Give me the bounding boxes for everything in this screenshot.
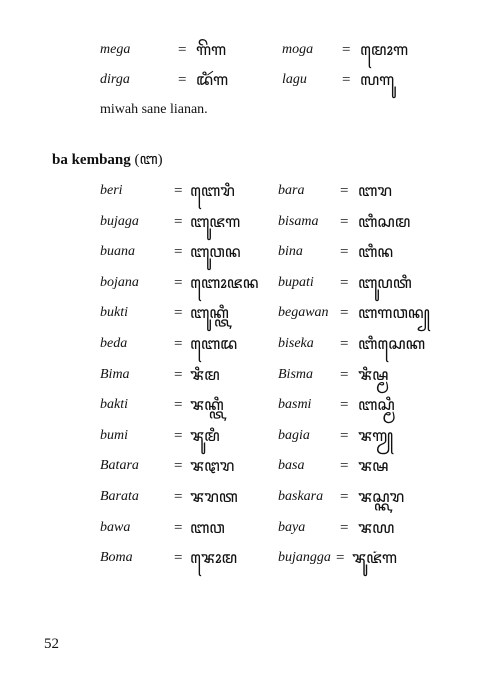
equals-sign: = [174,489,183,505]
equals-sign: = [178,72,187,88]
word-row [0,272,496,305]
equals-sign: = [336,550,345,567]
left-word: Boma [100,550,133,566]
equals-sign: = [342,42,351,58]
left-script: ꦢꦶꦂꦒ [196,70,229,89]
left-script: ꦨꦏ꧀ꦠꦶ [190,395,224,415]
word-row [0,425,496,458]
word-row [0,336,496,366]
left-script: ꦨꦸꦩꦶ [190,425,220,445]
equals-sign: = [340,183,349,199]
right-word: bara [278,183,305,198]
right-script: ꦨꦰ [358,456,389,476]
left-word: mega [100,42,131,57]
word-row [0,458,496,488]
right-script: ꦭꦒꦸ [360,70,395,89]
page-number: 52 [44,636,59,652]
intro-note: miwah sane lianan. [100,102,208,117]
left-word: dirga [100,72,130,87]
right-word: begawan [278,305,329,321]
equals-sign: = [340,274,349,291]
equals-sign: = [340,519,349,536]
right-word: bagia [278,427,310,443]
right-script: ꦧꦱ꧀ꦩꦶ [358,395,395,415]
heading-close-paren: ) [157,152,163,168]
equals-sign: = [174,366,183,383]
word-row [0,244,496,274]
right-script: ꦨꦱ꧀ꦏꦫ [358,487,405,506]
word-row [0,550,496,580]
left-script: ꦨꦛꦫ [190,456,235,476]
left-script: ꦧꦸꦗꦒ [190,211,241,231]
equals-sign: = [174,305,183,322]
left-word: bawa [100,519,131,535]
equals-sign: = [340,336,349,352]
right-word: bina [278,244,303,260]
right-script: ꦧꦒꦮꦤ꧀ [358,303,430,323]
word-row [0,305,496,335]
word-row [0,397,496,427]
right-word: basa [278,458,305,474]
equals-sign: = [174,397,183,414]
equals-sign: = [340,397,349,414]
equals-sign: = [174,550,183,567]
equals-sign: = [174,427,183,444]
right-script: ꦩꦺꦴꦒ [360,40,408,59]
equals-sign: = [340,366,349,383]
left-script: ꦧꦺꦫꦶ [190,181,235,200]
equals-sign: = [178,42,187,58]
left-script: ꦒꦼꦒ [196,40,227,59]
right-script: ꦧꦫ [358,181,392,200]
left-word: Batara [100,458,139,474]
left-word: bojana [100,274,139,290]
left-word: bakti [100,397,128,413]
equals-sign: = [340,244,349,261]
equals-sign: = [174,183,183,199]
equals-sign: = [340,427,349,444]
right-script: ꦨꦸꦗꦁꦒ [352,548,397,568]
left-script: ꦧꦺꦴꦗꦤ [190,272,259,292]
intro-row [0,42,496,72]
word-row [0,211,496,244]
right-script: ꦧꦸꦥꦠꦶ [358,272,412,292]
equals-sign: = [174,519,183,536]
right-word: bupati [278,274,314,290]
left-word: beda [100,336,128,351]
heading-letter: ꦧ [139,150,158,168]
equals-sign: = [174,213,183,230]
word-row [0,517,496,550]
right-word: baya [278,519,306,535]
right-word: biseka [278,336,314,351]
left-script: ꦧꦮ [190,517,225,537]
left-script: ꦨꦶꦩ [190,364,220,384]
equals-sign: = [340,305,349,322]
left-word: buana [100,244,135,260]
word-row [0,364,496,397]
equals-sign: = [340,489,349,505]
left-script: ꦧꦸꦏ꧀ꦠꦶ [190,303,229,323]
word-row [0,489,496,519]
right-script: ꦧꦶꦱꦺꦏ [358,334,426,353]
section-heading-text: ba kembang [52,152,131,168]
left-script: ꦧꦸꦮꦤ [190,242,241,262]
right-script: ꦧꦶꦱꦩ [358,211,411,231]
equals-sign: = [174,458,183,475]
right-script: ꦨꦶꦰ꧀ꦩ [358,364,389,384]
equals-sign: = [342,72,351,88]
left-word: bumi [100,427,128,443]
equals-sign: = [174,244,183,261]
right-script: ꦨꦒꦾ [358,425,394,445]
left-script: ꦨꦺꦴꦩ [190,548,238,568]
right-script: ꦨꦪ [358,517,395,537]
left-script: ꦧꦺꦢ [190,334,238,353]
right-word: baskara [278,489,324,504]
equals-sign: = [174,274,183,291]
left-word: Barata [100,489,139,504]
left-script: ꦨꦫꦠ [190,487,238,506]
right-word: basmi [278,397,312,413]
left-word: Bima [100,366,130,382]
left-word: bukti [100,305,128,321]
right-word: moga [282,42,314,57]
right-script: ꦧꦶꦤ [358,242,394,262]
word-row [0,183,496,213]
section-heading [52,150,163,169]
left-word: beri [100,183,123,198]
right-word: Bisma [278,366,313,382]
right-word: lagu [282,72,307,87]
right-word: bisama [278,213,319,229]
right-word: bujangga [278,550,331,566]
left-word: bujaga [100,213,139,229]
equals-sign: = [340,458,349,475]
heading-open-paren: ( [134,152,140,168]
equals-sign: = [340,213,349,230]
intro-row [0,72,496,102]
equals-sign: = [174,336,183,352]
